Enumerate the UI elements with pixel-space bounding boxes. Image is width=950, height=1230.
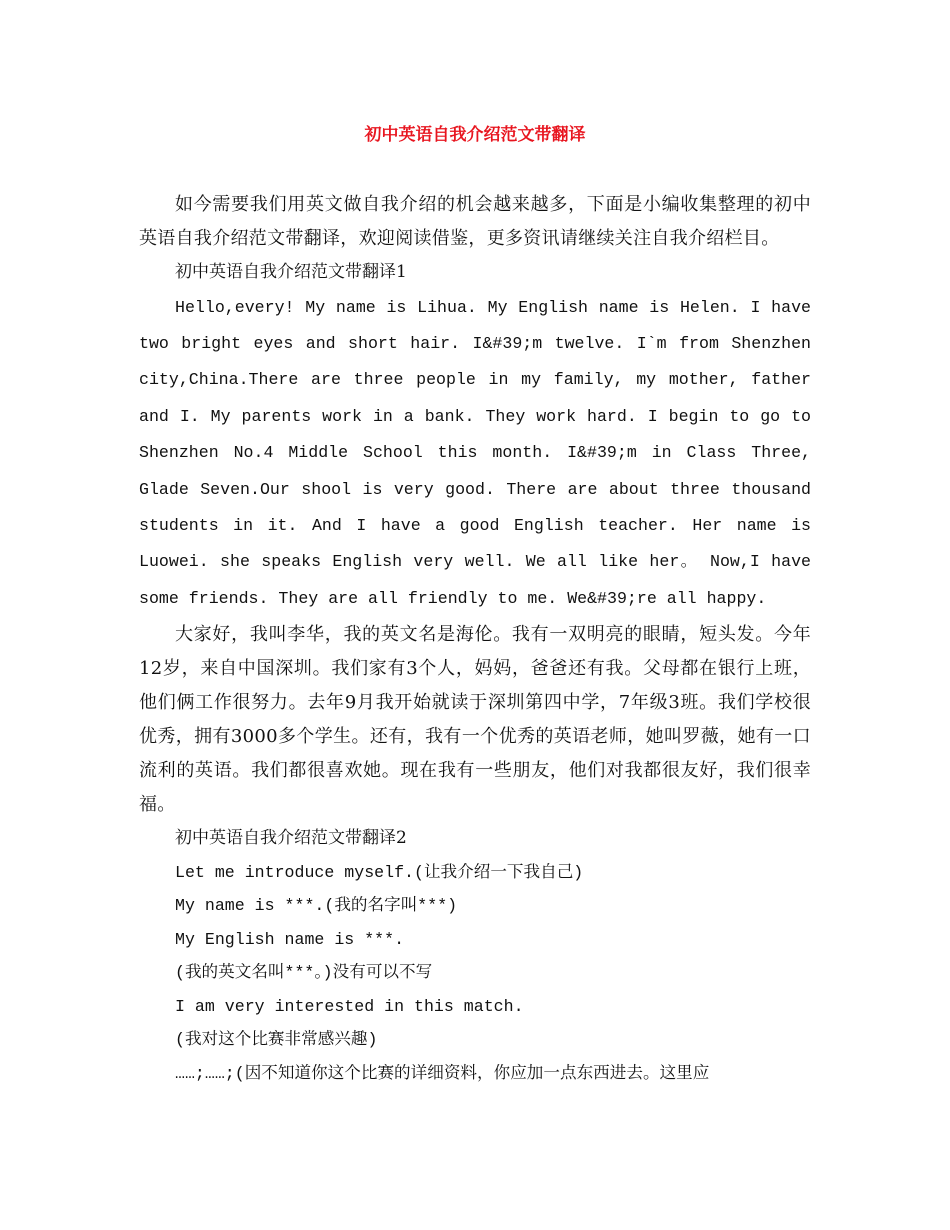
section2-line: (我对这个比赛非常感兴趣) bbox=[175, 1030, 378, 1050]
section2-line: ……;……;(因不知道你这个比赛的详细资料，你应加一点东西进去。这里应 bbox=[175, 1063, 710, 1083]
section2-line: Let me introduce myself.(让我介绍一下我自己) bbox=[175, 862, 584, 882]
section2-heading: 初中英语自我介绍范文带翻译2 bbox=[175, 828, 407, 849]
section2-line: My name is ***.(我的名字叫***) bbox=[175, 896, 458, 916]
section2-line: I am very interested in this match. bbox=[175, 996, 524, 1016]
section1-chinese-paragraph: 大家好，我叫李华，我的英文名是海伦。我有一双明亮的眼睛，短头发。今年12岁，来自中国深圳。我们家有3个人，妈妈，爸爸还有我。父母都在银行上班，他们俩工作很努力。去年9月我开始就读于深圳第四中学，7年级3班。我们学校很优秀，拥有3000多个学生。还有，我有一个优秀的英语老师，她叫罗薇，她有一口流利的英语。我们都很喜欢她。现在我有一些朋友，他们对我都很友好，我们很幸福。 bbox=[139, 624, 811, 816]
intro-paragraph: 如今需要我们用英文做自我介绍的机会越来越多，下面是小编收集整理的初中英语自我介绍范文带翻译，欢迎阅读借鉴，更多资讯请继续关注自我介绍栏目。 bbox=[139, 194, 811, 249]
section2-line: My English name is ***. bbox=[175, 929, 405, 949]
section1-english-paragraph: Hello,every! My name is Lihua. My English name is Helen. I have two bright eyes and short hair. I&#39;m twelve. I`m from Shenzhen city,China.There are three people in my family, my mother, father and I. My parents work in a bank. They work hard. I begin to go to Shenzhen No.4 Middle School this month. I&#39;m in Class Three, Glade Seven.Our shool is very good. There are about three thousand students in it. And I have a good English teacher. Her name is Luowei. she speaks English very well. We all like her。 Now,I have some friends. They are all friendly to me. We&#39;re all happy. bbox=[139, 297, 811, 608]
section2-line: (我的英文名叫***。)没有可以不写 bbox=[175, 963, 433, 983]
document-body bbox=[139, 188, 811, 1090]
document-title: 初中英语自我介绍范文带翻译 bbox=[364, 125, 586, 145]
section1-heading: 初中英语自我介绍范文带翻译1 bbox=[175, 262, 407, 282]
